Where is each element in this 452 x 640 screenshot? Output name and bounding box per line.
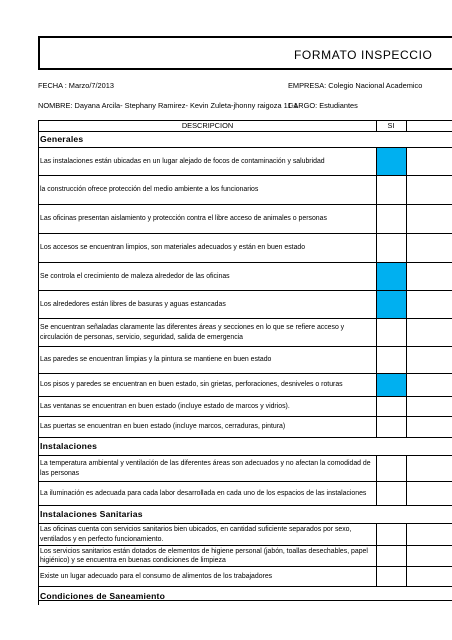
si-checkbox-cell[interactable]	[376, 318, 407, 347]
row-description: Las paredes se encuentran limpias y la pintura se mantiene en buen estado	[40, 356, 272, 364]
si-checkbox-cell[interactable]	[376, 455, 407, 482]
si-checkbox-cell[interactable]	[376, 416, 407, 438]
section-title: Instalaciones Sanitarias	[38, 506, 452, 523]
si-checkbox-cell[interactable]	[376, 290, 407, 319]
si-checkbox-cell[interactable]	[376, 566, 407, 587]
cargo-field: CARGO: Estudiantes	[288, 101, 358, 110]
si-checkbox-cell[interactable]	[376, 481, 407, 506]
table-row	[38, 234, 452, 263]
row-description: Se encuentran señaladas claramente las diferentes áreas y secciones en lo que se refiere acceso y circulación de personas, servicio, seguridad, salida de emergencia	[40, 324, 345, 341]
si-checkbox-cell[interactable]	[376, 175, 407, 205]
si-checkbox-cell[interactable]	[376, 233, 407, 263]
si-checkbox-cell[interactable]	[376, 147, 407, 176]
table-row	[38, 482, 452, 506]
si-checkbox-cell[interactable]	[376, 396, 407, 417]
si-checkbox-cell[interactable]	[376, 346, 407, 374]
table-row	[38, 291, 452, 319]
row-description: la construcción ofrece protección del medio ambiente a los funcionarios	[40, 186, 259, 194]
table-row	[38, 455, 452, 482]
row-description: Las puertas se encuentran en buen estado (incluye marcos, cerraduras, pintura)	[40, 423, 286, 431]
empresa-field: EMPRESA: Colegio Nacional Academico	[288, 81, 423, 90]
row-description: Los servicios sanitarios están dotados de elementos de higiene personal (jabón, toallas desechables, papel higiénico) y se encuentra en buenas condiciones de limpieza	[40, 547, 368, 564]
row-description: Existe un lugar adecuado para el consumo de alimentos de los trabajadores	[40, 572, 273, 580]
section-title: Generales	[38, 132, 452, 147]
inspection-table	[38, 120, 452, 605]
si-checkbox-cell[interactable]	[376, 545, 407, 567]
table-row	[38, 417, 452, 438]
table-row	[38, 567, 452, 587]
row-description: Los alrededores están libres de basuras y aguas estancadas	[40, 300, 226, 308]
row-description: Las oficinas cuenta con servicios sanitarios bien ubicados, en cantidad suficiente separados por sexo, ventilados y en perfecto funcionamiento.	[40, 526, 352, 543]
si-checkbox-cell[interactable]	[376, 373, 407, 397]
header-descripcion: DESCRIPCION	[39, 121, 377, 131]
si-checkbox-cell[interactable]	[376, 204, 407, 234]
table-row	[38, 263, 452, 291]
row-description: Los accesos se encuentran limpios, son materiales adecuados y están en buen estado	[40, 244, 306, 252]
si-checkbox-cell[interactable]	[376, 523, 407, 546]
table-row	[38, 176, 452, 205]
si-checkbox-cell[interactable]	[376, 262, 407, 291]
table-row	[38, 397, 452, 417]
row-description: La iluminación es adecuada para cada labor desarrollada en cada uno de los espacios de las instalaciones	[40, 489, 367, 497]
table-row	[38, 523, 452, 546]
table-row	[38, 319, 452, 347]
row-description: Las ventanas se encuentran en buen estado (incluye estado de marcos y vidrios).	[40, 402, 290, 410]
fecha-field: FECHA : Marzo/7/2013	[38, 81, 114, 90]
table-row	[38, 347, 452, 374]
title-box	[38, 36, 452, 70]
row-description: Los pisos y paredes se encuentran en buen estado, sin grietas, perforaciones, desniveles o roturas	[40, 381, 343, 389]
table-row	[38, 546, 452, 567]
table-row	[38, 205, 452, 234]
document-title: FORMATO INSPECCIO	[294, 48, 433, 62]
table-row	[38, 147, 452, 176]
table-row	[38, 374, 452, 397]
row-description: Se controla el crecimiento de maleza alrededor de las oficinas	[40, 272, 230, 280]
nombre-field: NOMBRE: Dayana Arcila- Stephany Ramirez- Kevin Zuleta-jhonny raigoza 11-1	[38, 101, 298, 110]
row-description: Las oficinas presentan aislamiento y protección contra el libre acceso de animales o personas	[40, 215, 327, 223]
table-header	[38, 120, 452, 132]
section-title: Instalaciones	[38, 438, 452, 455]
row-description: La temperatura ambiental y ventilación de las diferentes áreas son adecuados y no afectan la comodidad de las personas	[40, 460, 371, 477]
section-title: Condiciones de Saneamiento	[38, 587, 452, 605]
header-si: SI	[376, 121, 407, 131]
row-description: Las instalaciones están ubicadas en un lugar alejado de focos de contaminación y salubridad	[40, 157, 325, 165]
bottom-rule	[38, 600, 452, 601]
